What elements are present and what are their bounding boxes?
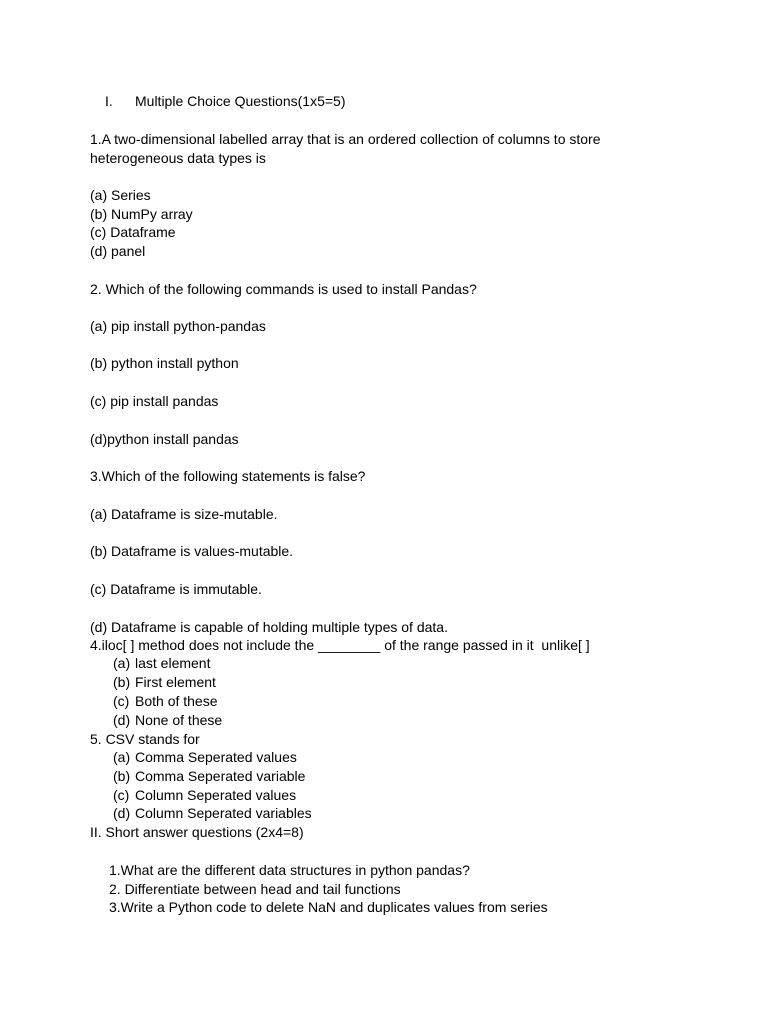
- q3-option-d: (d) Dataframe is capable of holding multiple types of data.: [90, 619, 448, 635]
- q5-option-d-label: (d): [113, 805, 131, 821]
- q3-option-b: (b) Dataframe is values-mutable.: [90, 543, 294, 559]
- short-question-3: 3.Write a Python code to delete NaN and duplicates values from series: [109, 899, 548, 915]
- q4-option-b-label: (b): [113, 674, 131, 690]
- q5-option-a-text: Comma Seperated values: [135, 749, 297, 765]
- q1-option-d: (d) panel: [90, 243, 146, 259]
- q4-option-b-text: First element: [135, 674, 216, 690]
- q5-option-c-text: Column Seperated values: [135, 787, 297, 803]
- q5-text: 5. CSV stands for: [90, 731, 200, 747]
- q1-text-line2: heterogeneous data types is: [90, 150, 266, 166]
- q1-option-c: (c) Dataframe: [90, 224, 176, 240]
- q5-option-d-text: Column Seperated variables: [135, 805, 312, 821]
- section-2-title: II. Short answer questions (2x4=8): [90, 824, 304, 840]
- q5-option-b-text: Comma Seperated variable: [135, 768, 306, 784]
- q5-option-a-label: (a): [113, 749, 131, 765]
- q3-option-a: (a) Dataframe is size-mutable.: [90, 506, 278, 522]
- q1-option-a: (a) Series: [90, 187, 151, 203]
- q4-option-c-label: (c): [113, 693, 130, 709]
- section-1-numeral: I.: [105, 93, 113, 109]
- q4-option-a-label: (a): [113, 655, 131, 671]
- q4-option-d-label: (d): [113, 712, 131, 728]
- q2-option-a: (a) pip install python-pandas: [90, 318, 266, 334]
- q2-option-c: (c) pip install pandas: [90, 393, 219, 409]
- q3-option-c: (c) Dataframe is immutable.: [90, 581, 262, 597]
- q1-option-b: (b) NumPy array: [90, 206, 193, 222]
- q2-option-b: (b) python install python: [90, 355, 239, 371]
- section-1-title: Multiple Choice Questions(1x5=5): [135, 93, 346, 109]
- q5-option-c-label: (c): [113, 787, 130, 803]
- q1-text-line1: 1.A two-dimensional labelled array that is an ordered collection of columns to store: [90, 131, 601, 147]
- q4-option-c-text: Both of these: [135, 693, 218, 709]
- short-question-1: 1.What are the different data structures in python pandas?: [109, 862, 470, 878]
- q4-option-a-text: last element: [135, 655, 211, 671]
- short-question-2: 2. Differentiate between head and tail functions: [109, 881, 401, 897]
- q2-text: 2. Which of the following commands is used to install Pandas?: [90, 281, 477, 297]
- q5-option-b-label: (b): [113, 768, 131, 784]
- q4-text: 4.iloc[ ] method does not include the ________ of the range passed in it unlike[ ]: [90, 637, 590, 653]
- q2-option-d: (d)python install pandas: [90, 431, 239, 447]
- q3-text: 3.Which of the following statements is false?: [90, 468, 366, 484]
- q4-option-d-text: None of these: [135, 712, 223, 728]
